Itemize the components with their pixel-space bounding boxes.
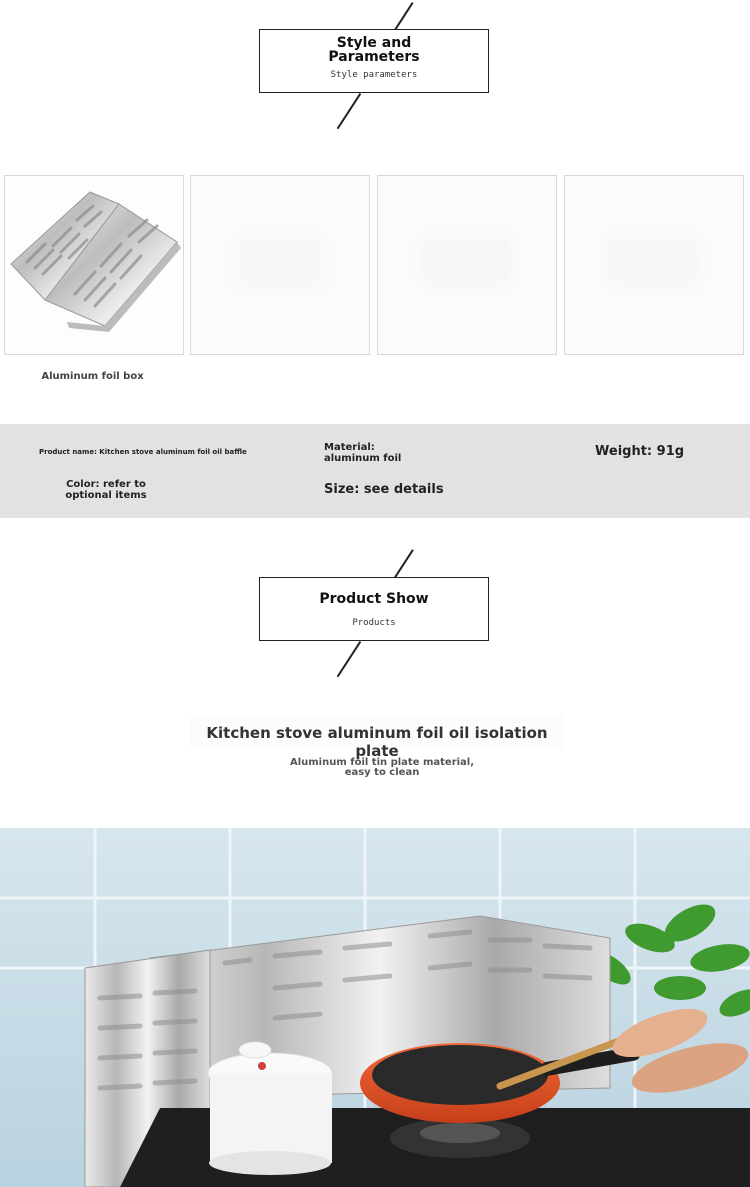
param-weight: Weight: 91g [595, 444, 685, 459]
decor-slash-bottom [337, 93, 361, 129]
section-subtitle: Style parameters [330, 70, 418, 80]
product-photo [0, 828, 750, 1187]
decor-slash-top [394, 2, 413, 30]
param-material: Material: aluminum foil [324, 442, 402, 464]
decor-slash-bottom-2 [337, 641, 361, 677]
style-option-label: Aluminum foil box [41, 371, 144, 382]
product-subtitle: Aluminum foil tin plate material, easy to clean [289, 757, 475, 778]
product-title: Kitchen stove aluminum foil oil isolation plate [206, 724, 548, 760]
style-option-aluminum-foil[interactable] [4, 175, 184, 355]
param-product-name: Product name: Kitchen stove aluminum foil oil baffle [39, 448, 247, 456]
section-subtitle-2: Products [352, 618, 396, 628]
decor-slash-top-2 [394, 549, 413, 577]
style-parameters-heading [259, 29, 489, 93]
param-size: Size: see details [324, 482, 444, 497]
section-title: Style and Parameters [328, 35, 420, 65]
kitchen-scene-image [0, 828, 750, 1187]
foil-baffle-image [5, 176, 183, 354]
param-color: Color: refer to optional items [65, 479, 147, 501]
style-option-blank-3[interactable] [564, 175, 744, 355]
parameters-band [0, 424, 750, 518]
product-title-box [190, 714, 564, 760]
product-show-heading [259, 577, 489, 641]
section-title-2: Product Show [319, 591, 429, 607]
style-option-blank-1[interactable] [190, 175, 370, 355]
style-option-blank-2[interactable] [377, 175, 557, 355]
